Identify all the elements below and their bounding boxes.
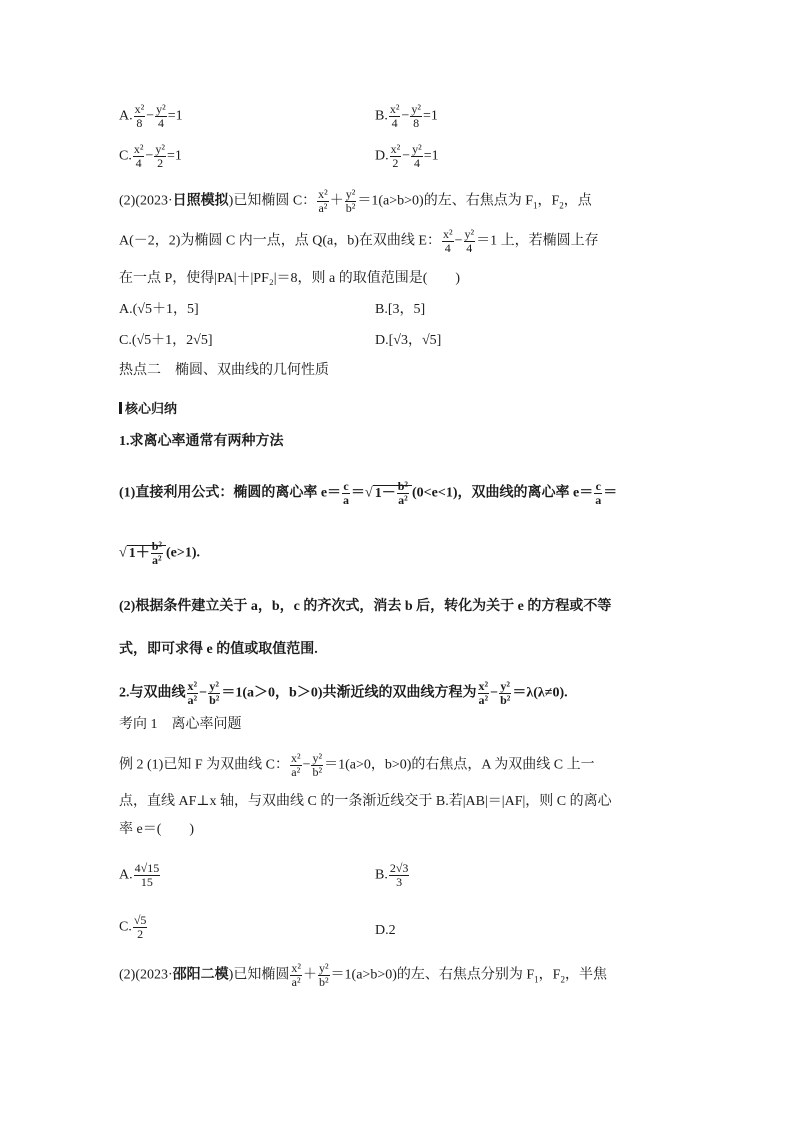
option-label: B.	[375, 867, 388, 883]
rule1-p1: (1)直接利用公式：椭圆的离心率 e＝ $\frac{c}{a}$ ＝√ 1－ $\frac{\text{b²}}{\text{a²}}$ (0<e<1)，双曲线的离心率 e＝ $\frac{c}{a}$ ＝	[119, 479, 618, 507]
fraction-den: 8	[136, 116, 143, 130]
rule1-p2-line2: 式，即可求得 e 的值或取值范围.	[119, 642, 318, 657]
rule2: 2.与双曲线 $\frac{\text{x²}}{\text{a²}}$ − $\frac{\text{y²}}{\text{b²}}$ ＝1(a＞0，b＞0)共渐近线的双曲线方程为 $\frac{\text{x²}}{\text{a²}}$ − $\frac{\text{y²}}{\text{b²}}$ ＝λ(λ≠0).	[119, 679, 568, 707]
fraction	[133, 914, 148, 941]
fraction	[154, 143, 166, 170]
fraction-den: 4	[413, 156, 420, 170]
text: ＝λ(λ≠0).	[512, 685, 568, 701]
text: 2.与双曲线	[119, 685, 186, 701]
fraction-den: 4	[391, 116, 398, 130]
ex2-line3: 率 e＝( )	[119, 822, 195, 837]
text: (e>1).	[165, 545, 200, 561]
option-label: A.	[119, 108, 133, 124]
equation-rhs: =1	[166, 148, 182, 164]
ex2-option-a	[119, 862, 161, 889]
text: )已知椭圆 C：	[228, 193, 317, 209]
fraction	[134, 103, 146, 130]
fraction	[411, 143, 423, 170]
option-d: D. $\frac{\text{x²}}{2}$ − $\frac{\text{y²}}{4}$ =1	[375, 142, 439, 170]
fraction-den: 2	[137, 927, 144, 941]
option-label: D.	[375, 148, 389, 164]
fraction	[134, 862, 161, 889]
text: (2)(2023·	[119, 967, 173, 983]
fraction: $\frac{\text{x²}}{\text{a²}}$	[290, 751, 301, 779]
fraction-num: √5	[133, 913, 147, 927]
fraction: $\frac{\text{x²}}{4}$	[442, 227, 453, 255]
fraction	[390, 143, 402, 170]
fraction: $\frac{\text{y²}}{4}$	[464, 227, 475, 255]
fraction: $\frac{\text{x²}}{\text{a²}}$	[318, 187, 328, 215]
fraction-den: 4	[157, 116, 164, 130]
text: (2)(2023·	[119, 193, 173, 209]
ex2-option-c	[119, 914, 148, 941]
q2-line1: (2)(2023·日照模拟)已知椭圆 C： $\frac{\text{x²}}{\text{a²}}$ ＋ $\frac{\text{y²}}{\text{b²}}$ ＝1(a>b>0)的左、右焦点为 $F_1$，$F_2$，点	[119, 187, 592, 215]
ex2-option-d: D.2	[375, 923, 396, 938]
equation-rhs: =1	[423, 148, 439, 164]
fraction-den: 2	[392, 156, 399, 170]
fraction	[155, 103, 167, 130]
fraction-den: 8	[413, 116, 420, 130]
text: ＝	[603, 485, 618, 501]
fraction-den: 4	[135, 156, 142, 170]
fraction-num: 2√3	[389, 861, 409, 875]
text: ，F	[537, 193, 560, 209]
option-b: B. $\frac{\text{x²}}{4}$ − $\frac{\text{y²}}{8}$ =1	[375, 102, 438, 130]
text: (0<e<1)，双曲线的离心率 e＝	[412, 485, 594, 501]
kaoxiang-heading: 考向 1 离心率问题	[119, 717, 242, 732]
option-label: C.	[119, 919, 132, 935]
text-bold: 日照模拟	[172, 193, 229, 209]
core-summary-tag: 核心归纳	[119, 398, 177, 417]
option-label: B.	[375, 108, 388, 124]
text: ，F	[538, 967, 561, 983]
ex2-line1: 例 2 (1)已知 F 为双曲线 C： $\frac{\text{x²}}{\text{a²}}$ − $\frac{\text{y²}}{\text{b²}}$ ＝1(a>0，b>0)的右焦点，A 为双曲线 C 上一	[119, 751, 595, 779]
q2-option-a: A.(√5＋1，5]	[119, 302, 199, 317]
rule1-p2-line1: (2)根据条件建立关于 a，b，c 的齐次式，消去 b 后，转化为关于 e 的方程或不等	[119, 599, 612, 614]
text: )已知椭圆	[228, 967, 290, 983]
text: ＝1(a＞0，b＞0)共渐近线的双曲线方程为	[221, 685, 477, 701]
text: ＝1(a>b>0)的左、右焦点为 F	[357, 193, 533, 209]
fraction-num: x²	[133, 142, 144, 156]
fraction-num: y²	[411, 102, 421, 116]
text: ＝1 上，若椭圆上存	[476, 233, 599, 249]
ex2-line2: 点，直线 AF⊥x 轴，与双曲线 C 的一条渐近线交于 B.若|AB|＝|AF|，则 C 的离心	[119, 794, 612, 809]
fraction	[389, 862, 410, 889]
fraction-den: 15	[140, 875, 153, 889]
q2-option-b: B.[3，5]	[375, 302, 426, 317]
q2-option-d: D.[√3，√5]	[375, 333, 442, 348]
fraction-num: x²	[389, 102, 400, 116]
fraction: $\frac{\text{x²}}{\text{a²}}$	[291, 961, 301, 989]
fraction: $\frac{\text{x²}}{\text{a²}}$	[478, 679, 489, 707]
sqrt: √ 1－ $\frac{\text{b²}}{\text{a²}}$	[365, 480, 412, 507]
fraction-num: x²	[390, 142, 401, 156]
option-label: C.	[119, 148, 132, 164]
text: ，半焦	[564, 967, 607, 983]
fraction	[410, 103, 422, 130]
fraction	[389, 103, 401, 130]
equation-rhs: =1	[167, 108, 183, 124]
fraction-num: y²	[412, 142, 422, 156]
section-heading-hot2: 热点二 椭圆、双曲线的几何性质	[119, 363, 329, 378]
text-bold: 邵阳二模	[172, 967, 229, 983]
rule1-title: 1.求离心率通常有两种方法	[119, 434, 284, 449]
fraction: $\frac{\text{y²}}{\text{b²}}$	[312, 751, 323, 779]
fraction-num: y²	[156, 102, 166, 116]
fraction-den: 2	[157, 156, 164, 170]
q2-line3: 在一点 P，使得|PA|＋|PF₂|＝8，则 a 的取值范围是( )	[119, 271, 461, 286]
q2-line2: A(－2，2)为椭圆 C 内一点，点 Q(a，b)在双曲线 E： $\frac{\text{x²}}{4}$ − $\frac{\text{y²}}{4}$ ＝1 上，若椭圆上存	[119, 227, 599, 255]
fraction	[133, 143, 145, 170]
fraction: $\frac{\text{y²}}{\text{b²}}$	[209, 679, 220, 707]
fraction: $\frac{\text{y²}}{\text{b²}}$	[318, 961, 329, 989]
text: ，点	[563, 193, 592, 209]
text: ＝1(a>0，b>0)的右焦点，A 为双曲线 C 上一	[324, 757, 595, 773]
text: 例 2 (1)已知 F 为双曲线 C：	[119, 757, 289, 773]
text: (1)直接利用公式：椭圆的离心率 e＝	[119, 485, 342, 501]
q2-option-c: C.(√5＋1，2√5]	[119, 333, 213, 348]
option-a: A. $\frac{\text{x²}}{8}$ − $\frac{\text{y²}}{4}$ =1	[119, 102, 183, 130]
option-c: C. $\frac{\text{x²}}{4}$ − $\frac{\text{y²}}{2}$ =1	[119, 142, 182, 170]
fraction-num: x²	[134, 102, 145, 116]
text: A(－2，2)为椭圆 C 内一点，点 Q(a，b)在双曲线 E：	[119, 233, 441, 249]
text: ＝1(a>b>0)的左、右焦点分别为 F	[330, 967, 535, 983]
fraction: $\frac{\text{y²}}{\text{b²}}$	[500, 679, 511, 707]
sqrt: √ 1＋ $\frac{\text{b²}}{\text{a²}}$	[119, 540, 166, 567]
ex2-part2: (2)(2023·邵阳二模)已知椭圆 $\frac{\text{x²}}{\text{a²}}$ ＋ $\frac{\text{y²}}{\text{b²}}$ ＝1(a>b>0)的左、右焦点分别为 $F_1$，$F_2$，半焦	[119, 961, 607, 989]
fraction-den: 3	[396, 875, 403, 889]
equation-rhs: =1	[422, 108, 438, 124]
ex2-option-b	[375, 862, 410, 889]
fraction: $\frac{c}{a}$	[595, 479, 602, 507]
rule1-p1-cont	[119, 540, 200, 567]
option-label: A.	[119, 867, 133, 883]
fraction-num: 4√15	[134, 861, 160, 875]
fraction-num: y²	[155, 142, 165, 156]
fraction: $\frac{c}{a}$	[343, 479, 350, 507]
fraction: $\frac{\text{y²}}{\text{b²}}$	[345, 187, 356, 215]
fraction: $\frac{\text{x²}}{\text{a²}}$	[187, 679, 198, 707]
